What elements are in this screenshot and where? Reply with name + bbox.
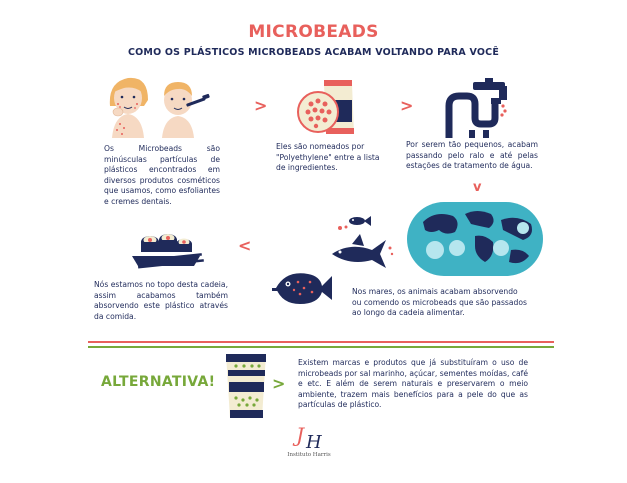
page-subtitle: COMO OS PLÁSTICOS MICROBEADS ACABAM VOLTANDO PARA VOCÊ — [127, 47, 500, 58]
kids-illustration — [104, 66, 216, 138]
arrow-right-alternative: > — [272, 374, 286, 393]
girl-figure — [110, 78, 148, 138]
step-5-text: Nós estamos no topo desta cadeia, assim acabamos também absorvendo este plástico através da comida. — [94, 280, 228, 321]
arrow-right-1: > — [254, 96, 268, 115]
natural-product-jar-icon — [224, 352, 268, 420]
logo-text: Instituto Harris — [287, 452, 331, 458]
step-4-text: Nos mares, os animais acabam absorvendo ou comendo os microbeads que são passados ao longo da cadeia alimentar. — [352, 287, 527, 317]
alternative-text: Existem marcas e produtos que já substituíram o uso de microbeads por sal marinho, açúcar, sementes moídas, café e etc. E além de serem naturais e preservarem o meio ambiente, trazem mais benefícios para a pele do que as partículas de plástico. — [298, 358, 528, 409]
bubbles-icon — [336, 224, 350, 232]
page-title: MICROBEADS — [248, 22, 379, 42]
instituto-harris-logo — [290, 420, 328, 452]
step-2-text: Eles são nomeados por "Polyethylene" entre a lista de ingredientes. — [276, 142, 380, 172]
alternative-label: ALTERNATIVA! — [101, 374, 216, 390]
grouper-fish-icon — [272, 266, 334, 310]
arrow-left: < — [238, 236, 252, 255]
step-1-text: Os Microbeads são minúsculas partículas de plásticos encontrados em diversos produtos cosméticos que usamos, como esfoliantes e cremes dentais. — [104, 144, 220, 206]
svg-text:J: J — [296, 423, 305, 447]
step-3-text: Por serem tão pequenos, acabam passando pelo ralo e até pelas estações de tratamento de água. — [406, 140, 538, 170]
large-fish-icon — [330, 232, 396, 276]
svg-text:H: H — [306, 432, 322, 452]
ocean-globe-icon — [405, 200, 545, 278]
faucet-pipes-icon — [443, 78, 523, 138]
boy-figure — [162, 82, 210, 138]
sushi-icon — [126, 226, 206, 274]
cosmetic-product-icon — [296, 72, 366, 142]
arrow-right-2: > — [400, 96, 414, 115]
divider-top — [88, 341, 554, 343]
divider-bottom — [88, 346, 554, 348]
arrow-down: v — [473, 180, 482, 195]
